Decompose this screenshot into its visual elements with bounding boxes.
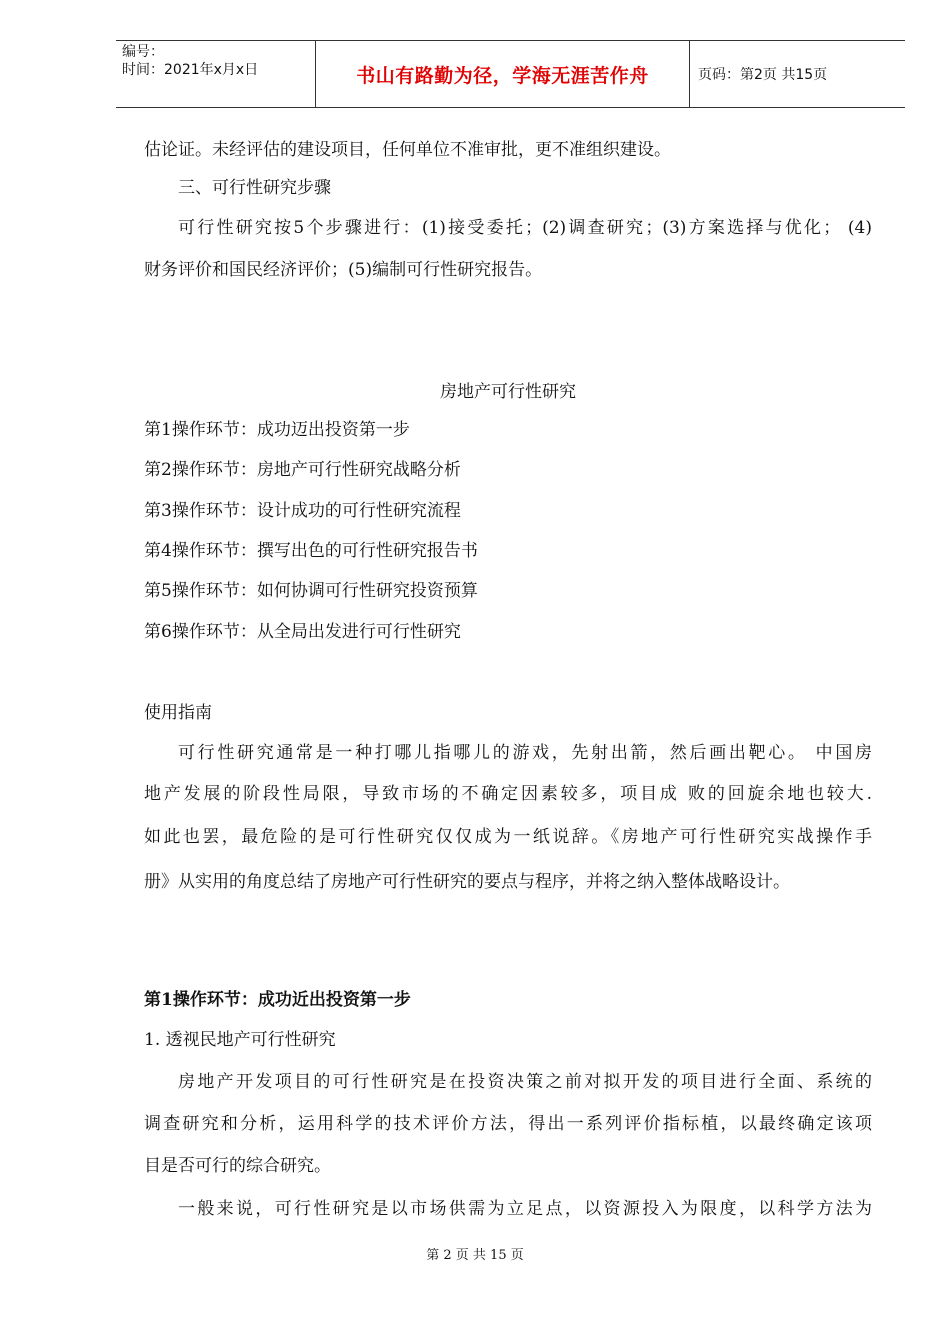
step-item: 第2操作环节：房地产可行性研究战略分析	[144, 460, 461, 480]
step-item: 第6操作环节：从全局出发进行可行性研究	[144, 622, 461, 642]
section-title: 房地产可行性研究	[440, 382, 576, 402]
page-header	[116, 40, 905, 108]
section-heading: 三、可行性研究步骤	[178, 178, 331, 198]
page-label: 页码：第2页 共15页	[698, 67, 828, 83]
page-footer: 第 2 页 共 15 页	[426, 1248, 524, 1263]
doc-info-cell	[116, 41, 316, 107]
paragraph-line: 房地产开发项目的可行性研究是在投资决策之前对拟开发的项目进行全面、系统的	[178, 1072, 872, 1092]
bold-heading: 第1操作环节：成功近出投资第一步	[144, 990, 411, 1010]
guide-line: 册》从实用的角度总结了房地产可行性研究的要点与程序，并将之纳入整体战略设计。	[144, 872, 790, 892]
motto: 书山有路勤为径，学海无涯苦作舟	[316, 41, 690, 107]
paragraph-line: 可行性研究按5个步骤进行：(1)接受委托；(2)调查研究；(3)方案选择与优化； (4)	[178, 218, 872, 238]
paragraph-line: 财务评价和国民经济评价；(5)编制可行性研究报告。	[144, 260, 543, 280]
step-item: 第1操作环节：成功迈出投资第一步	[144, 420, 410, 440]
step-item: 第3操作环节：设计成功的可行性研究流程	[144, 501, 461, 521]
guide-line: 地产发展的阶段性局限，导致市场的不确定因素较多，项目成 败的回旋余地也较大.	[144, 784, 872, 804]
paragraph-line: 一般来说，可行性研究是以市场供需为立足点，以资源投入为限度，以科学方法为	[178, 1199, 872, 1219]
guide-title: 使用指南	[144, 703, 212, 723]
step-item: 第5操作环节：如何协调可行性研究投资预算	[144, 581, 478, 601]
paragraph-line: 调查研究和分析，运用科学的技术评价方法，得出一系列评价指标植，以最终确定该项	[144, 1114, 872, 1134]
step-item: 第4操作环节：撰写出色的可行性研究报告书	[144, 541, 478, 561]
guide-line: 如此也罢，最危险的是可行性研究仅仅成为一纸说辞。《房地产可行性研究实战操作手	[144, 827, 872, 847]
sub-heading: 1. 透视民地产可行性研究	[144, 1030, 336, 1050]
paragraph-line: 估论证。未经评估的建设项目，任何单位不准审批，更不准组织建设。	[144, 140, 671, 160]
time-label: 时间：2021年x月x日	[122, 62, 259, 78]
number-label: 编号：	[122, 44, 164, 60]
paragraph-line: 目是否可行的综合研究。	[144, 1156, 331, 1176]
guide-line: 可行性研究通常是一种打哪儿指哪儿的游戏，先射出箭，然后画出靶心。 中国房	[178, 743, 872, 763]
